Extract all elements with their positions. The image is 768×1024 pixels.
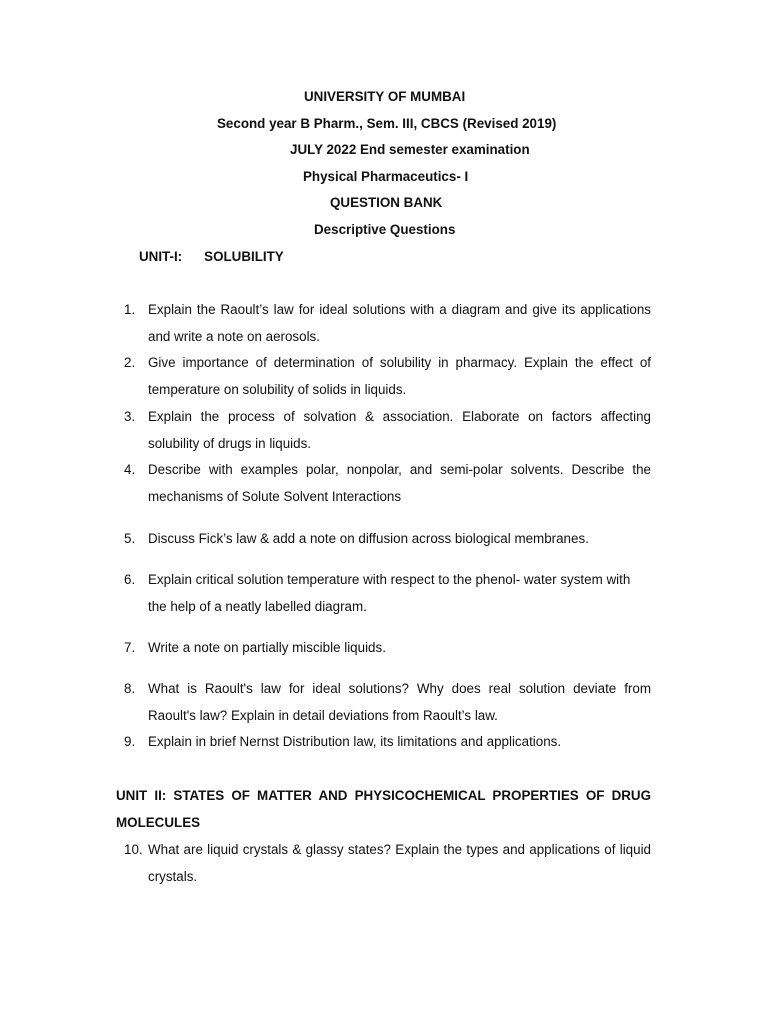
exam-line: JULY 2022 End semester examination: [290, 142, 530, 157]
section-heading: Descriptive Questions: [314, 222, 456, 237]
question-bank-heading: QUESTION BANK: [330, 195, 443, 210]
question-number: 1.: [124, 302, 136, 317]
unit-1-title: SOLUBILITY: [204, 249, 284, 264]
question-text: What are liquid crystals & glassy states? Explain the types and applications of liquid crystals.: [148, 842, 651, 884]
question-number: 3.: [124, 409, 136, 424]
unit-1-label: UNIT-I:: [139, 249, 183, 264]
unit-1-heading: [139, 249, 284, 265]
question-number: 9.: [124, 734, 136, 749]
university-title: UNIVERSITY OF MUMBAI: [304, 89, 466, 104]
question-text: Explain in brief Nernst Distribution law, its limitations and applications.: [148, 734, 562, 749]
question-text: Explain critical solution temperature with respect to the phenol- water system with the help of a neatly labelled diagram.: [148, 572, 631, 614]
question-text: Explain the Raoult’s law for ideal solutions with a diagram and give its applications and write a note on aerosols.: [148, 302, 651, 344]
question-number: 10.: [124, 842, 143, 857]
question-text: Discuss Fick’s law & add a note on diffusion across biological membranes.: [148, 531, 589, 546]
question-text: Explain the process of solvation & association. Elaborate on factors affecting solubility of drugs in liquids.: [148, 409, 651, 451]
question-number: 5.: [124, 531, 136, 546]
question-text: Describe with examples polar, nonpolar, and semi-polar solvents. Describe the mechanisms of Solute Solvent Interactions: [148, 462, 651, 504]
question-text: Write a note on partially miscible liquids.: [148, 640, 386, 655]
unit-2-heading: UNIT II: STATES OF MATTER AND PHYSICOCHEMICAL PROPERTIES OF DRUG MOLECULES: [116, 788, 651, 830]
question-number: 8.: [124, 681, 136, 696]
course-line: Second year B Pharm., Sem. III, CBCS (Revised 2019): [217, 116, 557, 131]
question-text: Give importance of determination of solubility in pharmacy. Explain the effect of temperature on solubility of solids in liquids.: [148, 355, 651, 397]
question-number: 6.: [124, 572, 136, 587]
subject-line: Physical Pharmaceutics- I: [303, 169, 469, 184]
question-text: What is Raoult's law for ideal solutions? Why does real solution deviate from Raoult's law? Explain in detail deviations from Raoult’s law.: [148, 681, 651, 723]
question-number: 4.: [124, 462, 136, 477]
question-number: 7.: [124, 640, 136, 655]
question-number: 2.: [124, 355, 136, 370]
